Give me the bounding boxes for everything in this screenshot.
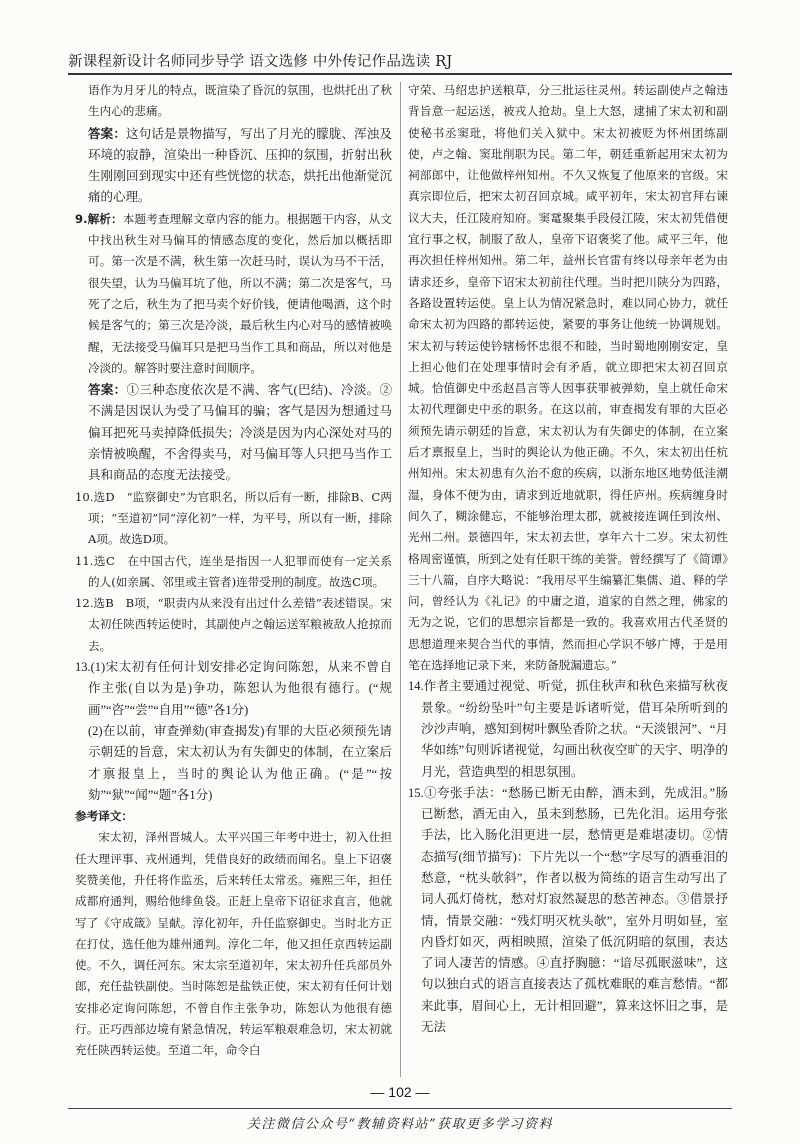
- reference-translation-label: 参考译文：: [75, 809, 133, 824]
- question-12-answer: 12.选B B项，“职责内从来没有出过什么差错”表述错误。宋太初任陕西转运使时，其副使卢之翰运送军粮被敌人抢掠而去。: [75, 596, 392, 653]
- reference-translation-continued: 守荣、马绍忠护送粮草，分三批运往灵州。转运副使卢之翰违背旨意一起运送，被戎人抢劫。皇上大怒，逮捕了宋太初和副使秘书丞窦玭，将他们关入狱中。宋太初被贬为怀州团练副使，卢之翰、窦玭削职为民。第二年，朝廷重新起用宋太初为祠部郎中，让他做梓州知州。不久又恢复了他原来的官级。宋真宗即位后，把宋太初召回京城。咸平初年，宋太初官拜右谏议大夫，任江陵府知府。窦鼋聚集手段侵江陵，宋太初凭借便宜行事之权，制服了敌人，皇帝下诏褒奖了他。咸平三年，他再次担任梓州知州。第二年，益州长官雷有终以母亲年老为由请求还乡，皇帝下诏宋太初前往代理。当时把川陕分为四路，各路设置转运使。皇上认为情况紧急时，难以同心协力，就任命宋太初为四路的都转运使，紧要的事务让他统一协调规划。宋太初与转运使钤辖杨怀忠很不和睦，当时蜀地刚刚安定，皇上担心他们在处理事情时会有矛盾，就立即把宋太初召回京城。恰值御史中丞赵昌言等人因事获罪被弹劾，皇上就任命宋太初代理御史中丞的职务。在这以前，审查揭发有罪的大臣必须预先请示朝廷的旨意，宋太初认为有失御史的体制，在立案后才禀报皇上，当时的舆论认为他正确。不久，宋太初出任杭州知州。宋太初患有久治不愈的疾病，以浙东地区地势低洼潮湿，身体不便为由，请求到近地就职，得任庐州。疾病缠身时间久了，糊涂健忘，不能够治理太郡，就被接连调任到汝州、光州二州。景德四年，宋太初去世，享年六十二岁。宋太初性格周密谨慎，所到之处有任职干练的美誉。曾经撰写了《简谭》三十八篇，自序大略说：“我用尽平生编纂汇集儒、道、释的学问，曾经认为《礼记》的中庸之道，道家的自然之理，佛家的无为之说，它们的思想宗旨都是一致的。我喜欢用古代圣贤的思想道理来契合当代的事情，然而担心学识不够广博，于是用笔在选择地记录下来，来防备脱漏遗忘。”: [408, 83, 728, 673]
- question-14-answer: 14.作者主要通过视觉、听觉，抓住秋声和秋色来描写秋夜景象。“纷纷坠叶”句主要是诉诸听觉，借耳朵所听到的沙沙声响，感知到树叶飘坠香阶之状。“天淡银河”、“月华如练”句则诉诸视觉，勾画出秋夜空旷的天宇、明净的月光，营造典型的相思氛围。: [408, 679, 728, 779]
- answer-text: 语作为月牙儿的特点，既渲染了昏沉的氛围，也烘托出了秋生内心的悲痛。: [88, 83, 392, 119]
- header-rule: [68, 73, 732, 75]
- answer-text: ①三种态度依次是不满、客气(巴结)、冷淡。②不满是因误认为受了马偏耳的骗；客气是因为想通过马偏耳把死马卖掉降低损失；冷淡是因为内心深处对马的亲情被唤醒，不舍得卖马，对马偏耳等人只把马当作工具和商品的态度无法接受。: [88, 383, 392, 483]
- page-header: 新课程新设计名师同步导学 语文选修 中外传记作品选读 RJ: [68, 54, 453, 70]
- column-divider: [400, 82, 401, 1077]
- question-13-part-2: (2)在以前，审查弹劾(审查揭发)有罪的大臣必须预先请示朝廷的旨意，宋太初认为有失御史的体制，在立案后才禀报皇上，当时的舆论认为他正确。(“是”“按劾”“狱”“闻”“题”各1分): [88, 723, 392, 802]
- question-10-answer: 10.选D “监察御史”为官职名，所以后有一断，排除B、C两项；“至道初”同“淳化初”一样，为平号，所以有一断，排除A项。故选D项。: [75, 489, 392, 547]
- question-13-part-1: 13.(1)宋太初有任何计划安排必定询问陈恕，从来不曾自作主张(自以为是)争功，陈恕认为他很有德行。(“规画”“咨”“尝”“自用”“德”各1分): [75, 660, 392, 717]
- analysis-text: 本题考查理解文章内容的能力。根据题干内容，从文中找出秋生对马偏耳的情感态度的变化，然后加以概括即可。第一次是不满，秋生第一次赶马时，误认为马不干活，很失望，认为马偏耳坑了他，所以不满；第二次是客气，马死了之后，秋生为了把马卖个好价钱，便请他喝酒，这个时候是客气的；第三次是冷淡，最后秋生内心对马的感情被唤醒，无法接受马偏耳只是把马当作工具和商品，所以对他是冷淡的。解答时要注意时间顺序。: [88, 211, 392, 375]
- answer-label: 答案：: [88, 125, 127, 141]
- answer-9: [75, 379, 392, 486]
- right-column: [408, 80, 728, 1080]
- answer-8: [75, 123, 392, 209]
- question-15-answer: 15.①夸张手法：“愁肠已断无由醉，酒未到，先成泪。”肠已断愁，酒无由入，虽未到愁肠，已先化泪。运用夸张手法，比入肠化泪更进一层，愁情更是难堪凄切。②情态描写(细节描写)：下片先以一个“愁”字尽写的酒垂泪的愁意，“枕头欹斜”，作者以极为简练的语言生动写出了词人孤灯倚枕，愁对灯寂然凝思的愁苦神态。③借景抒情，情景交融：“残灯明灭枕头欹”，室外月明如昼，室内昏灯如灭，两相映照，渲染了低沉阴暗的氛围，表达了词人凄苦的情感。④直抒胸臆：“谙尽孤眠滋味”，这句以独白式的语言直接表达了孤枕难眠的难言愁情。“都来此事，眉间心上，无计相回避”，算来这怀旧之事，是无法: [408, 785, 728, 1035]
- question-11-answer: 11.选C 在中国古代，连坐是指因一人犯罪而使有一定关系的人(如亲属、邻里或主管者)连带受刑的制度。故选C项。: [75, 553, 392, 589]
- reference-translation: 宋太初，泽州晋城人。太平兴国三年考中进士，初入仕担任大理评事、戎州通判，凭借良好的政绩而闻名。皇上下诏褒奖赞美他，升任将作监丞，后来转任太常丞。雍熙三年，担任成都府通判，赐给他绯鱼袋。正赶上皇帝下诏征求直言，他就写了《守成箴》呈献。淳化初年，升任监察御史。当时北方正在打仗，选任他为雄州通判。淳化二年，他又担任京西转运副使。不久，调任河东。宋太宗至道初年，宋太初升任兵部员外郎，充任盐铁副使。当时陈恕是盐铁正使，宋太初有任何计划安排必定询问陈恕，不曾自作主张争功，陈恕认为他很有德行。正巧西部边境有紧急情况，转运军粮艰难急切，宋太初就充任陕西转运使。至道二年，命令白: [75, 830, 392, 1058]
- analysis-label: 9.解析：: [75, 211, 123, 226]
- footer-rule: [68, 1108, 732, 1109]
- page-number: — 102 —: [370, 1084, 430, 1100]
- footer-note: 关注微信公众号“教辅资料站”获取更多学习资料: [246, 1117, 554, 1132]
- answer-label: 答案：: [88, 382, 127, 398]
- question-9-analysis: [75, 209, 392, 379]
- left-column: [75, 80, 392, 1080]
- answer-text: 这句话是景物描写，写出了月光的朦胧、浑浊及环境的寂静，渲染出一种昏沉、压抑的氛围，折射出秋生刚刚回到现实中还有些恍惚的状态，烘托出他渐觉沉痛的心理。: [88, 126, 392, 205]
